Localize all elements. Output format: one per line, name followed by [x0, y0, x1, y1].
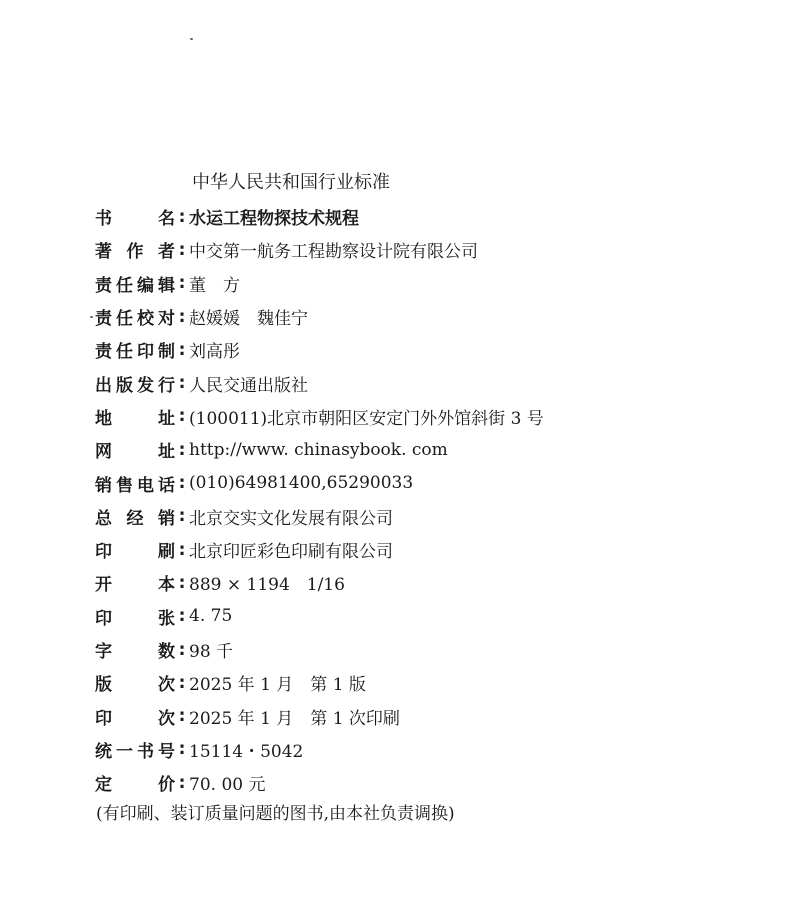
imprint-row	[95, 466, 775, 499]
imprint-row	[95, 566, 775, 599]
field-label: 版 次	[95, 675, 175, 696]
field-value: 北京印匠彩色印刷有限公司	[189, 542, 393, 563]
field-value: 水运工程物探技术规程	[189, 209, 359, 230]
field-label: 责 任 印 制	[95, 342, 175, 363]
field-value: 2025 年 1 月 第 1 次印刷	[189, 708, 400, 729]
field-value: 4. 75	[189, 606, 233, 627]
imprint-row	[95, 500, 775, 533]
field-label: 字 数	[95, 642, 175, 662]
field-colon: :	[178, 373, 186, 394]
field-value: 98 千	[189, 642, 234, 662]
field-value: 人民交通出版社	[189, 375, 308, 396]
imprint-row	[95, 766, 775, 799]
field-value: 2025 年 1 月 第 1 版	[189, 675, 366, 696]
field-value: 赵媛媛 魏佳宁	[189, 309, 308, 330]
field-colon: :	[178, 739, 186, 760]
imprint-row	[95, 200, 775, 233]
imprint-row	[95, 300, 775, 333]
imprint-row	[95, 633, 775, 666]
imprint-row	[95, 366, 775, 399]
field-colon: :	[178, 639, 186, 660]
field-label: 网 址	[95, 442, 175, 463]
field-colon: :	[178, 706, 186, 727]
field-label: 责 任 编 辑	[95, 275, 175, 296]
field-colon: :	[178, 239, 186, 260]
field-label: 销 售 电 话	[95, 475, 175, 496]
scan-speck	[190, 38, 193, 40]
field-colon: :	[178, 273, 186, 294]
field-value: 刘高彤	[189, 342, 240, 363]
quality-notice: (有印刷、装订质量问题的图书,由本社负责调换)	[96, 804, 455, 824]
field-colon: :	[178, 539, 186, 560]
imprint-row	[95, 600, 775, 633]
field-colon: :	[178, 473, 186, 494]
field-label: 印 张	[95, 608, 175, 629]
field-label: 印 次	[95, 708, 175, 729]
field-value: 董 方	[189, 275, 240, 296]
imprint-fields	[95, 200, 775, 799]
imprint-row	[95, 333, 775, 366]
field-value: (100011)北京市朝阳区安定门外外馆斜街 3 号	[189, 408, 544, 429]
field-label: 出 版 发 行	[95, 375, 175, 396]
field-label: 总 经 销	[95, 508, 175, 529]
field-value: http://www. chinasybook. com	[189, 439, 448, 460]
field-label: 开 本	[95, 575, 175, 596]
field-colon: :	[178, 572, 186, 593]
field-value: 北京交实文化发展有限公司	[189, 508, 393, 529]
field-label: 书 名	[95, 209, 175, 230]
field-label: 印 刷	[95, 542, 175, 563]
imprint-row	[95, 233, 775, 266]
field-label: 统 一 书 号	[95, 741, 175, 762]
field-colon: :	[178, 339, 186, 360]
imprint-row	[95, 533, 775, 566]
field-value: 15114・5042	[189, 741, 304, 762]
field-colon: :	[178, 506, 186, 527]
field-value: (010)64981400,65290033	[189, 473, 414, 494]
field-value: 889 × 1194 1/16	[189, 575, 345, 596]
field-label: 定 价	[95, 775, 175, 796]
series-title: 中华人民共和国行业标准	[192, 172, 390, 193]
field-label: 著 作 者	[95, 242, 175, 263]
field-colon: :	[178, 772, 186, 793]
imprint-row	[95, 400, 775, 433]
scan-speck	[90, 316, 93, 318]
field-colon: :	[178, 406, 186, 427]
imprint-row	[95, 733, 775, 766]
field-colon: :	[178, 672, 186, 693]
field-colon: :	[178, 306, 186, 327]
imprint-row	[95, 433, 775, 466]
imprint-row	[95, 666, 775, 699]
field-value: 中交第一航务工程勘察设计院有限公司	[189, 242, 478, 263]
imprint-row	[95, 699, 775, 732]
field-colon: :	[178, 439, 186, 460]
field-colon: :	[178, 206, 186, 227]
field-label: 责 任 校 对	[95, 309, 175, 330]
field-value: 70. 00 元	[189, 775, 266, 796]
field-label: 地 址	[95, 408, 175, 429]
imprint-row	[95, 267, 775, 300]
field-colon: :	[178, 606, 186, 627]
